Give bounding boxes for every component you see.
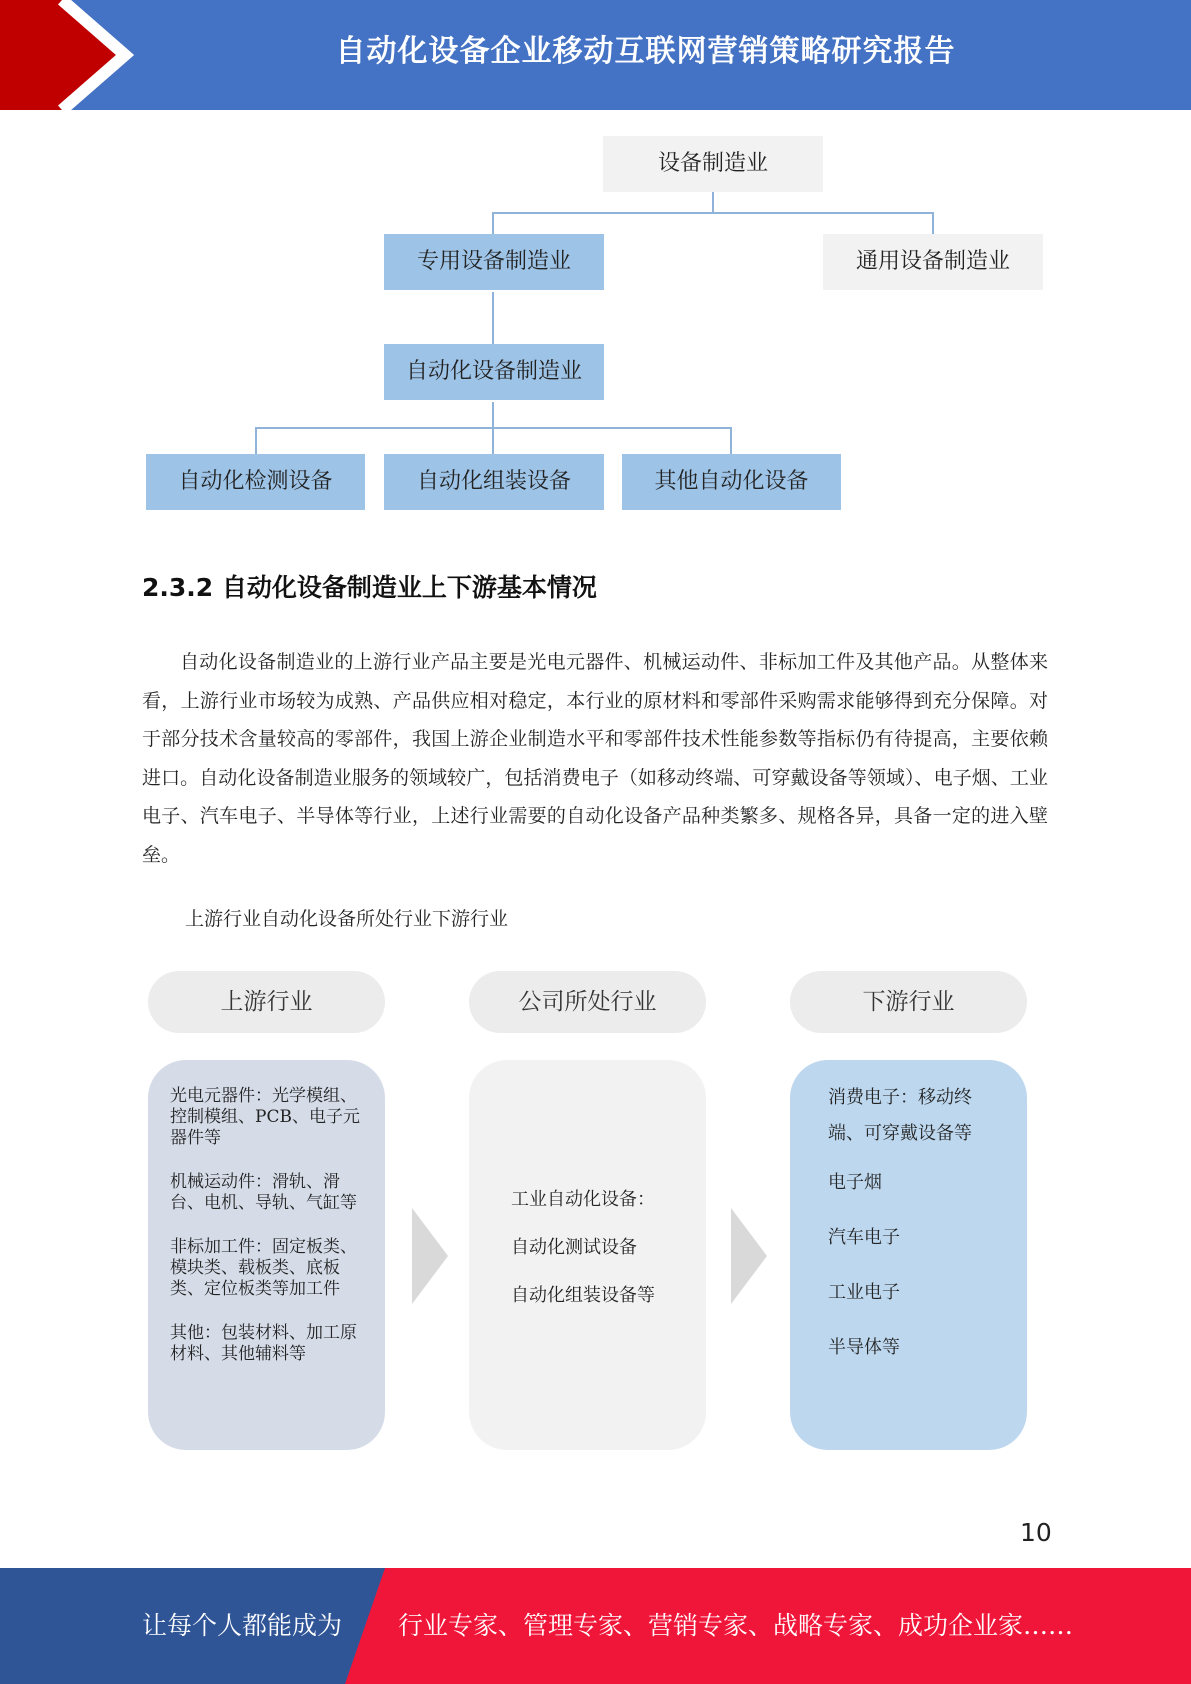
upstream-item: 其他：包装材料、加工原材料、其他辅料等 xyxy=(170,1323,357,1364)
org-node-assembly: 自动化组装设备 xyxy=(384,454,604,510)
company-card xyxy=(469,1060,706,1450)
org-node-general-equipment: 通用设备制造业 xyxy=(823,234,1043,290)
upstream-card xyxy=(148,1060,385,1450)
upstream-item: 机械运动件：滑轨、滑台、电机、导轨、气缸等 xyxy=(170,1172,357,1213)
page-footer xyxy=(0,1568,1191,1684)
connector xyxy=(492,292,494,344)
downstream-card xyxy=(790,1060,1027,1450)
org-node-inspection: 自动化检测设备 xyxy=(146,454,365,510)
org-node-root: 设备制造业 xyxy=(603,136,823,192)
connector xyxy=(932,212,934,234)
connector xyxy=(492,212,494,234)
org-node-special-equipment: 专用设备制造业 xyxy=(384,234,604,290)
downstream-item: 汽车电子 xyxy=(828,1227,900,1248)
connector xyxy=(730,427,732,454)
arrow-right-icon xyxy=(731,1208,767,1304)
header-upstream: 上游行业 xyxy=(148,971,385,1033)
header-company: 公司所处行业 xyxy=(469,971,706,1033)
arrow-right-icon xyxy=(412,1208,448,1304)
upstream-item: 非标加工件：固定板类、模块类、载板类、底板类、定位板类等加工件 xyxy=(170,1237,357,1299)
downstream-item: 电子烟 xyxy=(828,1172,882,1193)
page-header xyxy=(0,0,1191,110)
org-node-other: 其他自动化设备 xyxy=(622,454,841,510)
downstream-item: 消费电子：移动终端、可穿戴设备等 xyxy=(828,1087,972,1144)
company-item: 自动化测试设备 xyxy=(511,1237,637,1258)
company-item: 自动化组装设备等 xyxy=(511,1285,655,1306)
connector xyxy=(255,427,732,429)
upstream-item: 光电元器件：光学模组、控制模组、PCB、电子元器件等 xyxy=(170,1086,360,1148)
figure-caption: 上游行业自动化设备所处行业下游行业 xyxy=(185,908,509,930)
header-title: 自动化设备企业移动互联网营销策略研究报告 xyxy=(335,34,956,69)
page-number: 10 xyxy=(1020,1518,1052,1547)
downstream-item: 半导体等 xyxy=(828,1337,900,1358)
body-paragraph: 自动化设备制造业的上游行业产品主要是光电元器件、机械运动件、非标加工件及其他产品。从整体来看，上游行业市场较为成熟、产品供应相对稳定，本行业的原材料和零部件采购需求能够得到充分保障。对于部分技术含量较高的零部件，我国上游企业制造水平和零部件技术性能参数等指标仍有待提高，主要依赖进口。自动化设备制造业服务的领域较广，包括消费电子（如移动终端、可穿戴设备等领域）、电子烟、工业电子、汽车电子、半导体等行业，上述行业需要的自动化设备产品种类繁多、规格各异，具备一定的进入壁垒。 xyxy=(142,651,1048,866)
downstream-item: 工业电子 xyxy=(828,1282,900,1303)
section-heading: 2.3.2 自动化设备制造业上下游基本情况 xyxy=(142,573,597,602)
org-node-automation-equipment: 自动化设备制造业 xyxy=(384,344,604,400)
footer-slogan-right: 行业专家、管理专家、营销专家、战略专家、成功企业家…… xyxy=(398,1611,1074,1640)
header-chevron-decoration xyxy=(0,0,160,110)
header-downstream: 下游行业 xyxy=(790,971,1027,1033)
connector xyxy=(255,427,257,454)
company-item: 工业自动化设备： xyxy=(511,1189,655,1210)
connector xyxy=(712,192,714,213)
footer-slogan-left: 让每个人都能成为 xyxy=(142,1611,343,1640)
connector xyxy=(492,212,934,214)
